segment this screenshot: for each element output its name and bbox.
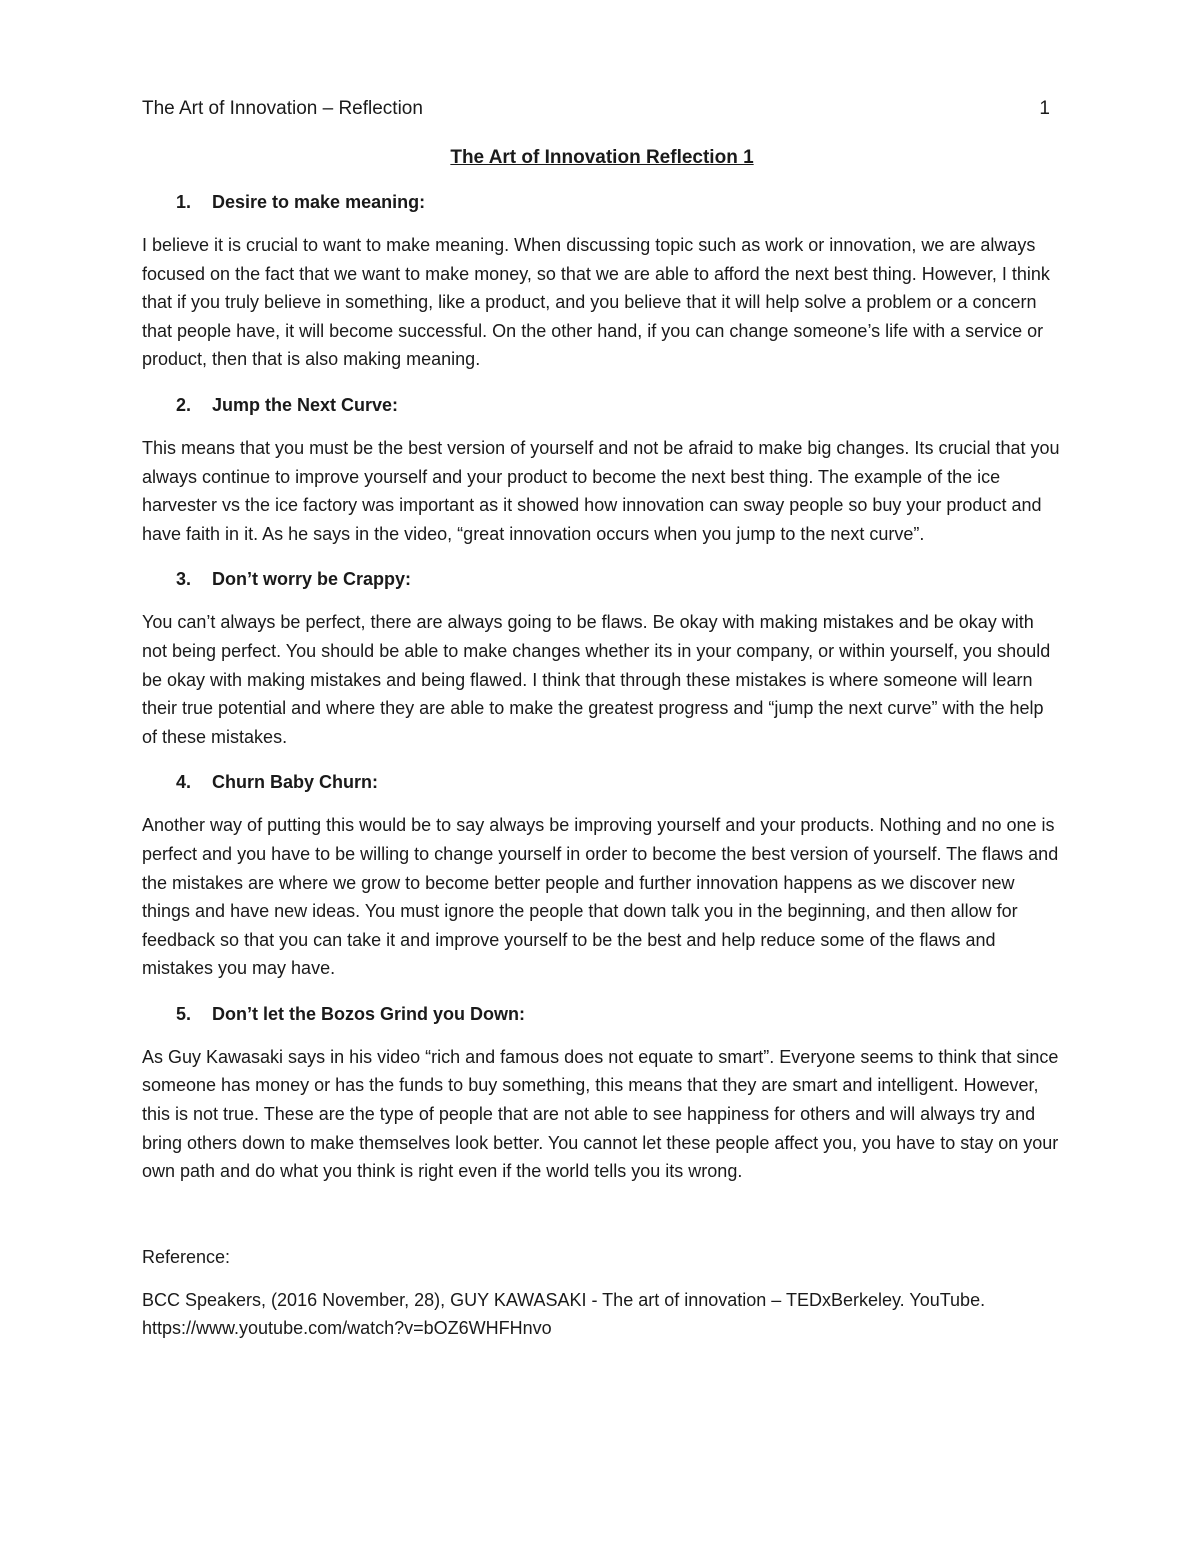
section-heading-1 [142, 189, 1062, 215]
section-heading-2 [142, 392, 1062, 418]
section-heading-text: Churn Baby Churn: [212, 772, 378, 793]
section-number: 1. [176, 192, 192, 212]
section-heading-4 [142, 769, 1062, 795]
reference-url[interactable]: https://www.youtube.com/watch?v=bOZ6WHFHnvo [142, 1318, 552, 1339]
section-heading-text: Desire to make meaning: [212, 192, 426, 212]
section-body-3: You can’t always be perfect, there are always going to be flaws. Be okay with making mistakes and be okay with not being perfect. You should be able to make changes whether its in your company, or within yourself, you should be okay with making mistakes and being flawed. I think that through these mistakes is where someone will learn their true potential and where they are able to make the greatest progress and “jump the next curve” with the help of these mistakes. [142, 612, 1051, 747]
section-number: 4. [176, 772, 192, 793]
section-body-2: This means that you must be the best version of yourself and not be afraid to make big changes. Its crucial that you always continue to improve yourself and your product to become the next best thing. The example of the ice harvester vs the ice factory was important as it showed how innovation can sway people so buy your product and have faith in it. As he says in the video, “great innovation occurs when you jump to the next curve”. [142, 437, 1060, 544]
section-number: 2. [176, 394, 192, 415]
page-number: 1 [1039, 98, 1050, 119]
section-body-1: I believe it is crucial to want to make meaning. When discussing topic such as work or innovation, we are always focused on the fact that we want to make money, so that we are able to afford the next best thing. However, I think that if you truly believe in something, like a product, and you believe that it will help solve a problem or a concern that people have, it will become successful. On the other hand, if you can change someone’s life with a service or product, then that is also making meaning. [142, 235, 1050, 370]
section-number: 5. [176, 1003, 192, 1024]
reference-citation-text: BCC Speakers, (2016 November, 28), GUY KAWASAKI - The art of innovation – TEDxBerkeley. YouTube. [142, 1289, 986, 1310]
section-heading-5 [142, 1001, 1062, 1027]
running-header [142, 96, 1050, 122]
reference-label: Reference: [142, 1246, 231, 1267]
reference-citation [142, 1286, 1062, 1343]
running-header-title: The Art of Innovation – Reflection [142, 98, 423, 119]
section-body-4: Another way of putting this would be to say always be improving yourself and your products. Nothing and no one is perfect and you have to be willing to change yourself in order to become the best version of yourself. The flaws and the mistakes are where we grow to become better people and further innovation happens as we discover new things and have new ideas. You must ignore the people that down talk you in the beginning, and then allow for feedback so that you can take it and improve yourself to be the best and help reduce some of the flaws and mistakes you may have. [142, 815, 1059, 979]
section-heading-text: Jump the Next Curve: [212, 394, 399, 415]
section-body-5: As Guy Kawasaki says in his video “rich and famous does not equate to smart”. Everyone seems to think that since someone has money or has the funds to buy something, this means that they are smart and intelligent. However, this is not true. These are the type of people that are not able to see happiness for others and will always try and bring others down to make themselves look better. You cannot let these people affect you, you have to stay on your own path and do what you think is right even if the world tells you its wrong. [142, 1046, 1059, 1182]
section-heading-text: Don’t let the Bozos Grind you Down: [212, 1003, 525, 1024]
document-body [142, 140, 1062, 1343]
section-heading-3 [142, 566, 1062, 592]
section-number: 3. [176, 569, 192, 590]
section-heading-text: Don’t worry be Crappy: [212, 569, 412, 590]
document-title: The Art of Innovation Reflection 1 [450, 147, 754, 168]
